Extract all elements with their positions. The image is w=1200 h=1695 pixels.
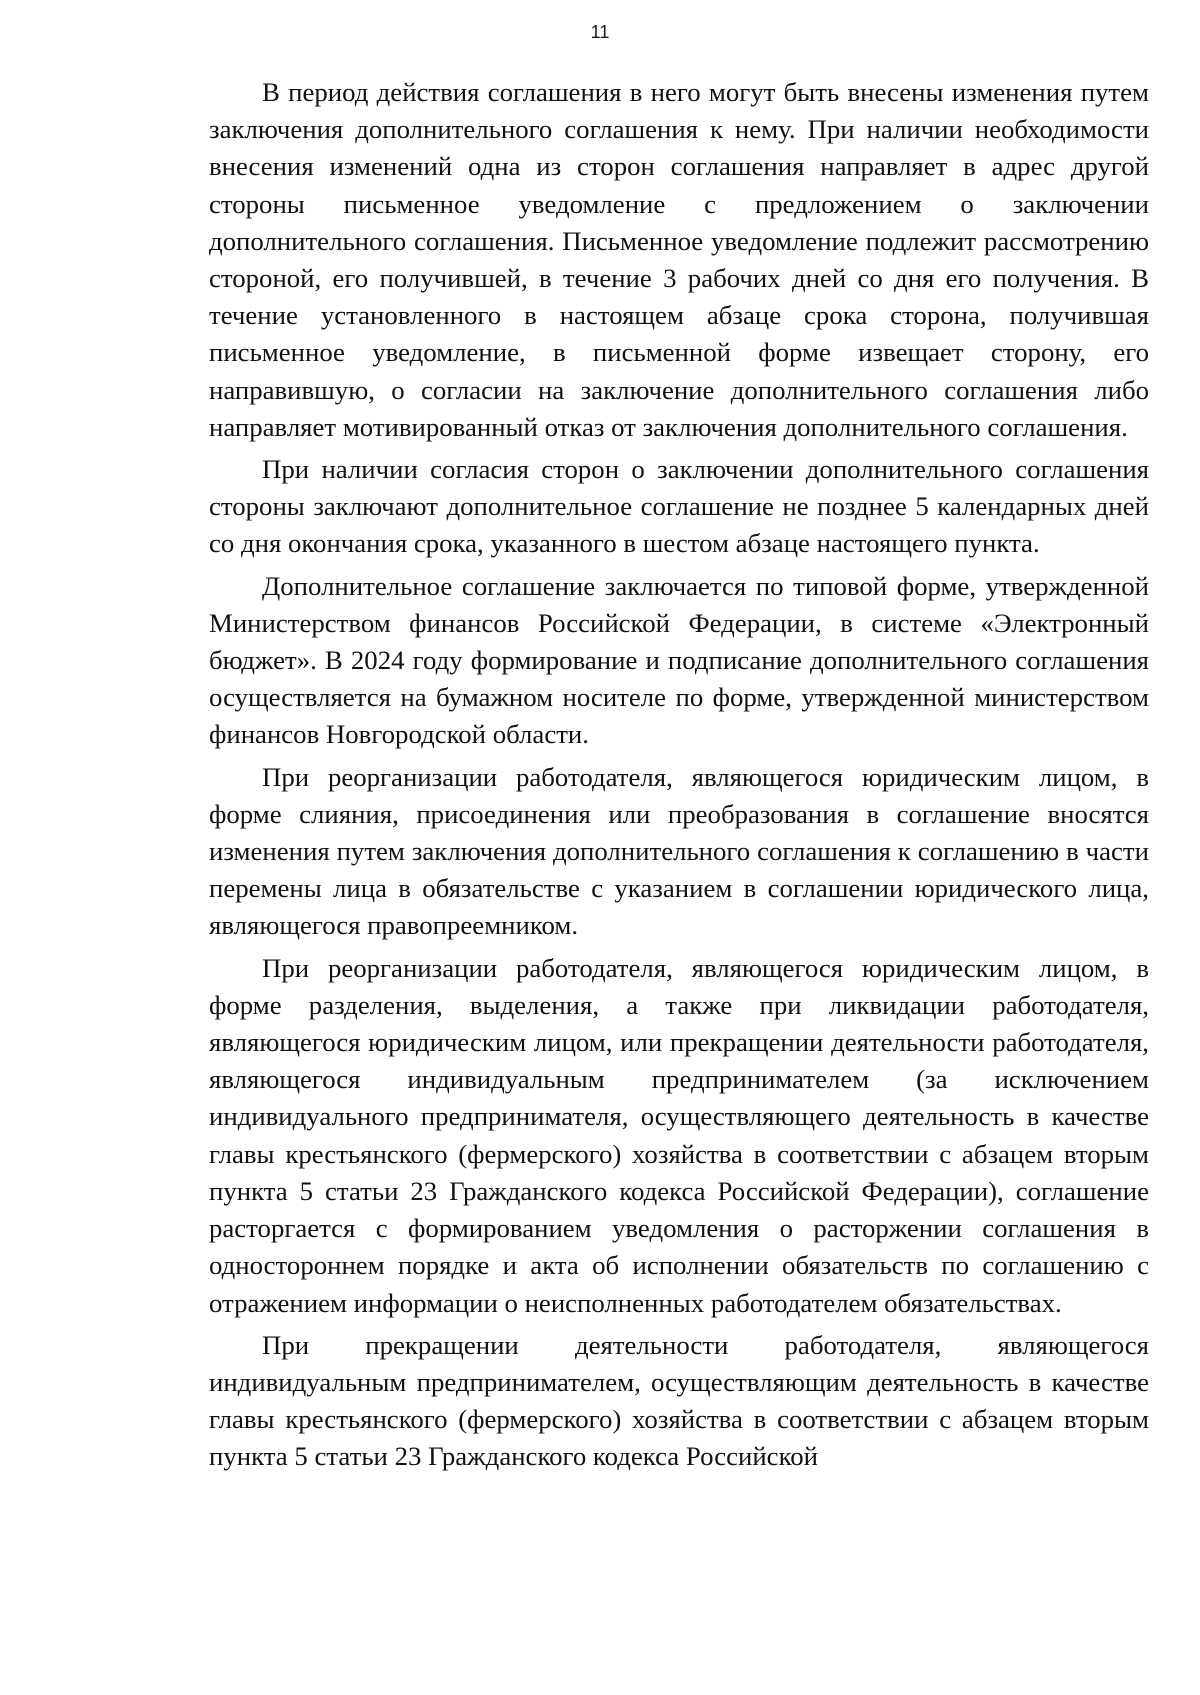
document-body — [209, 74, 1149, 1476]
paragraph: При наличии согласия сторон о заключении дополнительного соглашения стороны заключают дополнительное соглашение не позднее 5 календарных дней со дня окончания срока, указанного в шестом абзаце настоящего пункта. — [209, 454, 1149, 559]
paragraph: Дополнительное соглашение заключается по типовой форме, утвержденной Министерством финансов Российской Федерации, в системе «Электронный бюджет». В 2024 году формирование и подписание дополнительного соглашения осуществляется на бумажном носителе по форме, утвержденной министерством финансов Новгородской области. — [209, 570, 1149, 750]
paragraph: При прекращении деятельности работодателя, являющегося индивидуальным предпринимателем, осуществляющим деятельность в качестве главы крестьянского (фермерского) хозяйства в соответствии с абзацем вторым пункта 5 статьи 23 Гражданского кодекса Российской — [209, 1329, 1149, 1472]
page-number: 11 — [590, 22, 610, 42]
paragraph: В период действия соглашения в него могут быть внесены изменения путем заключения дополнительного соглашения к нему. При наличии необходимости внесения изменений одна из сторон соглашения направляет в адрес другой стороны письменное уведомление с предложением о заключении дополнительного соглашения. Письменное уведомление подлежит рассмотрению стороной, его получившей, в течение 3 рабочих дней со дня его получения. В течение установленного в настоящем абзаце срока сторона, получившая письменное уведомление, в письменной форме извещает сторону, его направившую, о согласии на заключение дополнительного соглашения либо направляет мотивированный отказ от заключения дополнительного соглашения. — [209, 77, 1149, 442]
paragraph: При реорганизации работодателя, являющегося юридическим лицом, в форме слияния, присоединения или преобразования в соглашение вносятся изменения путем заключения дополнительного соглашения к соглашению в части перемены лица в обязательстве с указанием в соглашении юридического лица, являющегося правопреемником. — [209, 761, 1149, 941]
paragraph: При реорганизации работодателя, являющегося юридическим лицом, в форме разделения, выделения, а также при ликвидации работодателя, являющегося юридическим лицом, или прекращении деятельности работодателя, являющегося индивидуальным предпринимателем (за исключением индивидуального предпринимателя, осуществляющего деятельность в качестве главы крестьянского (фермерского) хозяйства в соответствии с абзацем вторым пункта 5 статьи 23 Гражданского кодекса Российской Федерации), соглашение расторгается с формированием уведомления о расторжении соглашения в одностороннем порядке и акта об исполнении обязательств по соглашению с отражением информации о неисполненных работодателем обязательствах. — [209, 952, 1149, 1318]
